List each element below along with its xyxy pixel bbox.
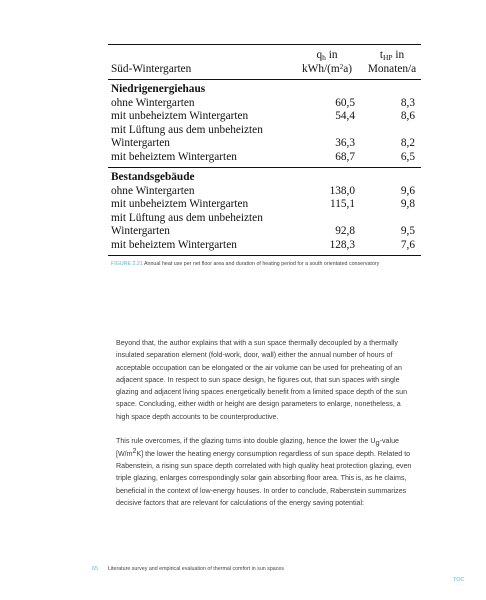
table-cell-label: mit beheiztem Wintergarten <box>111 238 237 251</box>
table-row <box>108 137 421 151</box>
paragraph-1: Beyond that, the author explains that with a sun space thermally decoupled by a thermally insulated separation element (fold-work, door, wall) either the annual number of hours of acceptable occupation can be elongated or the air volume can be used for preheating of an adjacent space. In respect to sun space design, he figures out, that sun spaces with single glazing and adjacent living spaces energetically benefit from a limited space depth of the sun space. Concluding, either width or height are design parameters to enlarge, nonetheless, a high space depth accounts to be counterproductive. <box>116 339 408 421</box>
body-text <box>116 337 416 521</box>
figure-caption <box>111 260 411 268</box>
figure-table <box>108 44 421 256</box>
table-cell-label: mit unbeheiztem Wintergarten <box>111 198 249 210</box>
table-cell-qh: 128,3 <box>329 238 355 251</box>
table-cell-label: ohne Wintergarten <box>111 96 195 109</box>
table-cell-qh: 68,7 <box>335 150 355 163</box>
page-footer <box>92 566 284 572</box>
table-cell-qh: 60,5 <box>335 96 355 109</box>
table-row <box>108 97 421 111</box>
table-cell-qh: 138,0 <box>329 184 355 197</box>
table-cell-label: mit Lüftung aus dem unbeheizten <box>111 211 263 224</box>
table-cell-label: mit beheiztem Wintergarten <box>111 150 237 163</box>
running-title: Literature survey and empirical evaluation of thermal comfort in sun spaces <box>107 566 284 572</box>
table-cell-label: Wintergarten <box>111 225 170 237</box>
table-section <box>108 80 421 167</box>
table-cell-label: Wintergarten <box>111 137 170 149</box>
table-cell-thp: 8,3 <box>400 96 415 109</box>
table-cell-thp: 8,6 <box>400 110 415 122</box>
table-row <box>108 185 421 199</box>
table-row <box>108 239 421 253</box>
table-cell-thp: 9,5 <box>400 225 415 237</box>
page-number: 65 <box>92 566 98 572</box>
table-cell-qh: 115,1 <box>330 198 355 210</box>
table-cell-thp: 7,6 <box>400 238 415 251</box>
table-cell-qh: 92,8 <box>335 225 355 237</box>
table-row <box>108 198 421 212</box>
table-header-label: Süd-Wintergarten <box>111 62 192 75</box>
figure-label: FIGURE 2.21 <box>111 261 143 267</box>
table-body <box>108 79 421 256</box>
table-header-row <box>108 45 421 79</box>
table-cell-thp: 6,5 <box>400 150 415 163</box>
table-cell-qh: 36,3 <box>335 137 355 149</box>
table-row <box>108 225 421 239</box>
table-cell-thp: 9,8 <box>400 198 415 210</box>
table-cell-label: ohne Wintergarten <box>111 184 195 197</box>
table-cell-qh: 54,4 <box>335 110 355 122</box>
table-header-qh: $q_h$ in kWh/$(m^2a)$ <box>302 49 352 75</box>
table-row <box>108 110 421 124</box>
toc-label: TOC <box>453 577 465 583</box>
toc-link[interactable] <box>453 577 465 587</box>
paragraph-2: This rule overcomes, if the glazing turns into double glazing, hence the lower the $U_g$-value $[W/m^2K]$ the lower the heating energy consumption regardless of sun space depth. Related to Rabenstein, a rising sun space depth correlated with high quality heat protection glazing, even triple glazing, enlarges correspondingly solar gain absorbing floor area. This is, as he claims, beneficial in the context of low-energy houses. In order to conclude, Rabenstein summarizes decisive factors that are relevant for calculations of the energy saving potential: <box>116 437 412 507</box>
table-row <box>108 124 421 138</box>
table-cell-label: mit unbeheiztem Wintergarten <box>111 110 249 122</box>
table-cell-thp: 9,6 <box>400 184 415 197</box>
table-section-title: Niedrigenergiehaus <box>111 83 206 95</box>
toc-dots-icon: ····· <box>454 582 464 587</box>
table-row <box>108 212 421 226</box>
table-bottom-rule <box>108 255 421 256</box>
table-section-title: Bestandsgebäude <box>111 171 195 183</box>
table-cell-thp: 8,2 <box>400 137 415 149</box>
table-row <box>108 151 421 165</box>
table-header-thp: $t_{HP}$ in Monaten/a <box>367 49 417 75</box>
table-section <box>108 168 421 255</box>
table-cell-label: mit Lüftung aus dem unbeheizten <box>111 123 263 136</box>
caption-text: Annual heat use per net floor area and duration of heating period for a south orientated conservatory <box>143 261 380 267</box>
